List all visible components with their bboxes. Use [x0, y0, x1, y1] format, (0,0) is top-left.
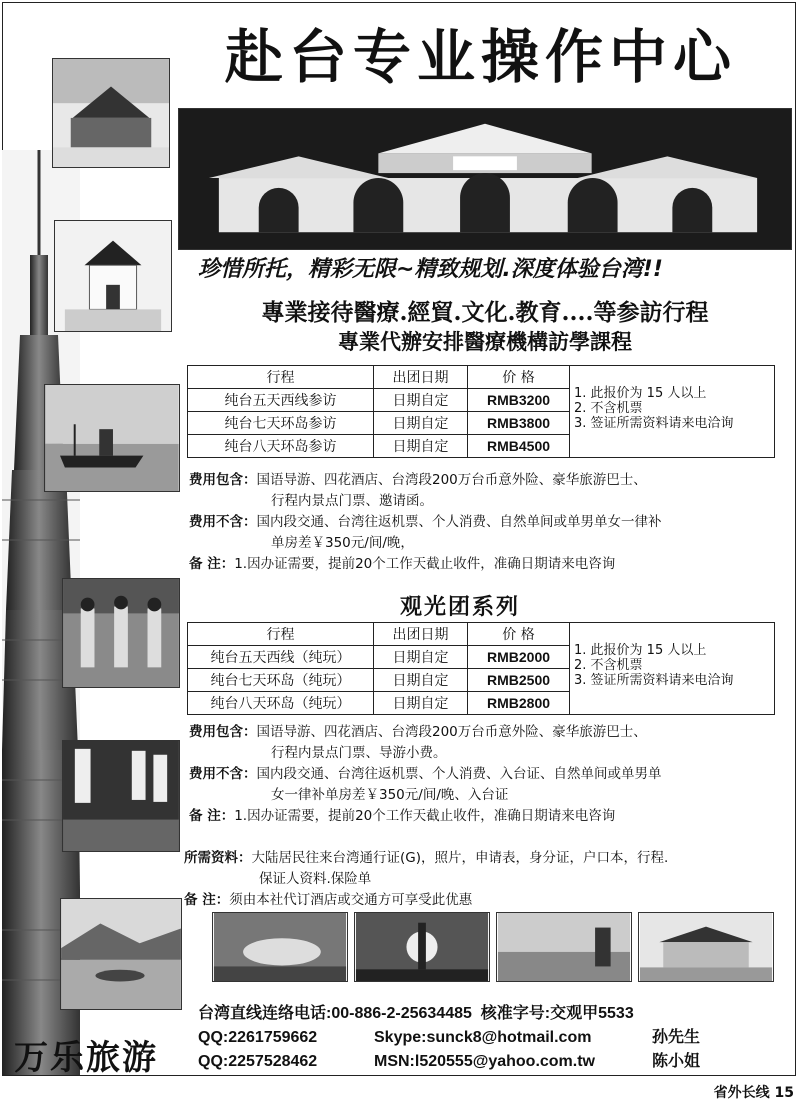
skype-id: Skype:sunck8@hotmail.com [374, 1029, 592, 1046]
note-item: 3. 签证所需资料请来电洽询 [574, 416, 734, 431]
details-section-1 [189, 470, 662, 575]
page-title: 赴台专业操作中心 [224, 23, 737, 91]
table-notes [570, 366, 775, 458]
exclude-text: 女一律补单房差￥350元/间/晚、入台证 [271, 787, 509, 803]
include-text: 国语导游、四花酒店、台湾段200万台币意外险、豪华旅游巴士、 [256, 472, 647, 488]
route-cell: 纯台七天环岛参访 [188, 412, 374, 435]
qq-2: QQ:2257528462 [198, 1053, 318, 1070]
price-cell: RMB3200 [468, 389, 570, 412]
contact-line-2 [198, 1024, 700, 1047]
msn-id: MSN:l520555@yahoo.com.tw [374, 1053, 595, 1070]
column-header: 出团日期 [374, 366, 468, 389]
date-cell: 日期自定 [374, 435, 468, 458]
note-item: 3. 签证所需资料请来电洽询 [574, 673, 734, 688]
remark-label: 备 注： [189, 556, 235, 572]
license-text: 核准字号:交观甲5533 [480, 1005, 634, 1022]
sunset-tower-photo [354, 912, 490, 982]
page-footer: 省外长线 15 [713, 1085, 794, 1101]
table-header-row [188, 366, 775, 389]
date-cell: 日期自定 [374, 646, 468, 669]
price-cell: RMB2500 [468, 669, 570, 692]
remark-label: 备 注： [184, 892, 230, 908]
include-label: 费用包含： [189, 472, 257, 488]
column-header: 行程 [188, 366, 374, 389]
include-label: 费用包含： [189, 724, 257, 740]
liberty-square-gate-photo [178, 108, 792, 250]
contact-person-1: 孙先生 [652, 1029, 701, 1046]
brand-name: 万乐旅游 [14, 1038, 158, 1078]
remark-text: 须由本社代订酒店或交通方可享受此优惠 [229, 892, 473, 908]
exclude-text: 单房差￥350元/间/晚， [271, 535, 414, 551]
visit-price-table [187, 365, 775, 458]
scenic-flower-photo [212, 912, 348, 982]
column-header: 价 格 [468, 623, 570, 646]
remark-text: 1.因办证需要，提前20个工作天截止收件，准确日期请来电咨询 [234, 556, 616, 572]
price-cell: RMB3800 [468, 412, 570, 435]
exclude-text: 国内段交通、台湾往返机票、个人消费、自然单间或单男单女一律补 [256, 514, 662, 530]
note-item: 2. 不含机票 [574, 401, 643, 416]
documents-label: 所需资料： [184, 850, 252, 866]
column-header: 价 格 [468, 366, 570, 389]
route-cell: 纯台八天环岛参访 [188, 435, 374, 458]
route-cell: 纯台八天环岛（纯玩） [188, 692, 374, 715]
route-cell: 纯台五天西线（纯玩） [188, 646, 374, 669]
night-market-photo [62, 740, 180, 852]
date-cell: 日期自定 [374, 692, 468, 715]
include-text: 行程内景点门票、导游小费。 [271, 745, 447, 761]
include-text: 国语导游、四花酒店、台湾段200万台币意外险、豪华旅游巴士、 [256, 724, 647, 740]
exclude-label: 费用不含： [189, 766, 257, 782]
note-item: 1. 此报价为 15 人以上 [574, 643, 707, 658]
column-header: 出团日期 [374, 623, 468, 646]
slogan: 珍惜所托，精彩无限~精致规划.深度体验台湾!! [198, 257, 663, 282]
intro-line-1: 專業接待醫療.經貿.文化.教育....等参訪行程 [261, 299, 709, 326]
documents-section [184, 848, 668, 911]
table-header-row [188, 623, 775, 646]
price-cell: RMB2000 [468, 646, 570, 669]
memorial-hall-photo [52, 58, 170, 168]
include-text: 行程内景点门票、邀请函。 [271, 493, 433, 509]
note-item: 2. 不含机票 [574, 658, 643, 673]
contact-line-1 [198, 1000, 634, 1023]
sightseeing-price-table [187, 622, 775, 715]
column-header: 行程 [188, 623, 374, 646]
date-cell: 日期自定 [374, 389, 468, 412]
remark-text: 1.因办证需要，提前20个工作天截止收件，准确日期请来电咨询 [234, 808, 616, 824]
qq-1: QQ:2261759662 [198, 1029, 318, 1046]
remark-label: 备 注： [189, 808, 235, 824]
date-cell: 日期自定 [374, 669, 468, 692]
date-cell: 日期自定 [374, 412, 468, 435]
memorial-gate-photo [638, 912, 774, 982]
honor-guard-photo [62, 578, 180, 688]
coast-landscape-photo [496, 912, 632, 982]
series-title: 观光团系列 [400, 595, 521, 620]
contact-person-2: 陈小姐 [652, 1053, 701, 1070]
exclude-label: 费用不含： [189, 514, 257, 530]
note-item: 1. 此报价为 15 人以上 [574, 386, 707, 401]
documents-text: 保证人资料.保险单 [259, 871, 372, 887]
route-cell: 纯台五天西线参访 [188, 389, 374, 412]
details-section-2 [189, 722, 662, 827]
exclude-text: 国内段交通、台湾往返机票、个人消费、入台证、自然单间或单男单 [256, 766, 662, 782]
price-cell: RMB4500 [468, 435, 570, 458]
documents-text: 大陆居民往来台湾通行证(G)，照片，申请表，身分证，户口本，行程. [251, 850, 669, 866]
table-notes [570, 623, 775, 715]
hotline-text: 台湾直线连络电话:00-886-2-25634485 [198, 1005, 472, 1022]
contact-line-3 [198, 1048, 700, 1071]
sun-moon-lake-photo [60, 898, 182, 1010]
chiang-kai-shek-hall-photo [54, 220, 172, 332]
route-cell: 纯台七天环岛（纯玩） [188, 669, 374, 692]
price-cell: RMB2800 [468, 692, 570, 715]
harbor-ship-photo [44, 384, 180, 492]
intro-line-2: 專業代辦安排醫療機構訪學課程 [338, 329, 632, 354]
